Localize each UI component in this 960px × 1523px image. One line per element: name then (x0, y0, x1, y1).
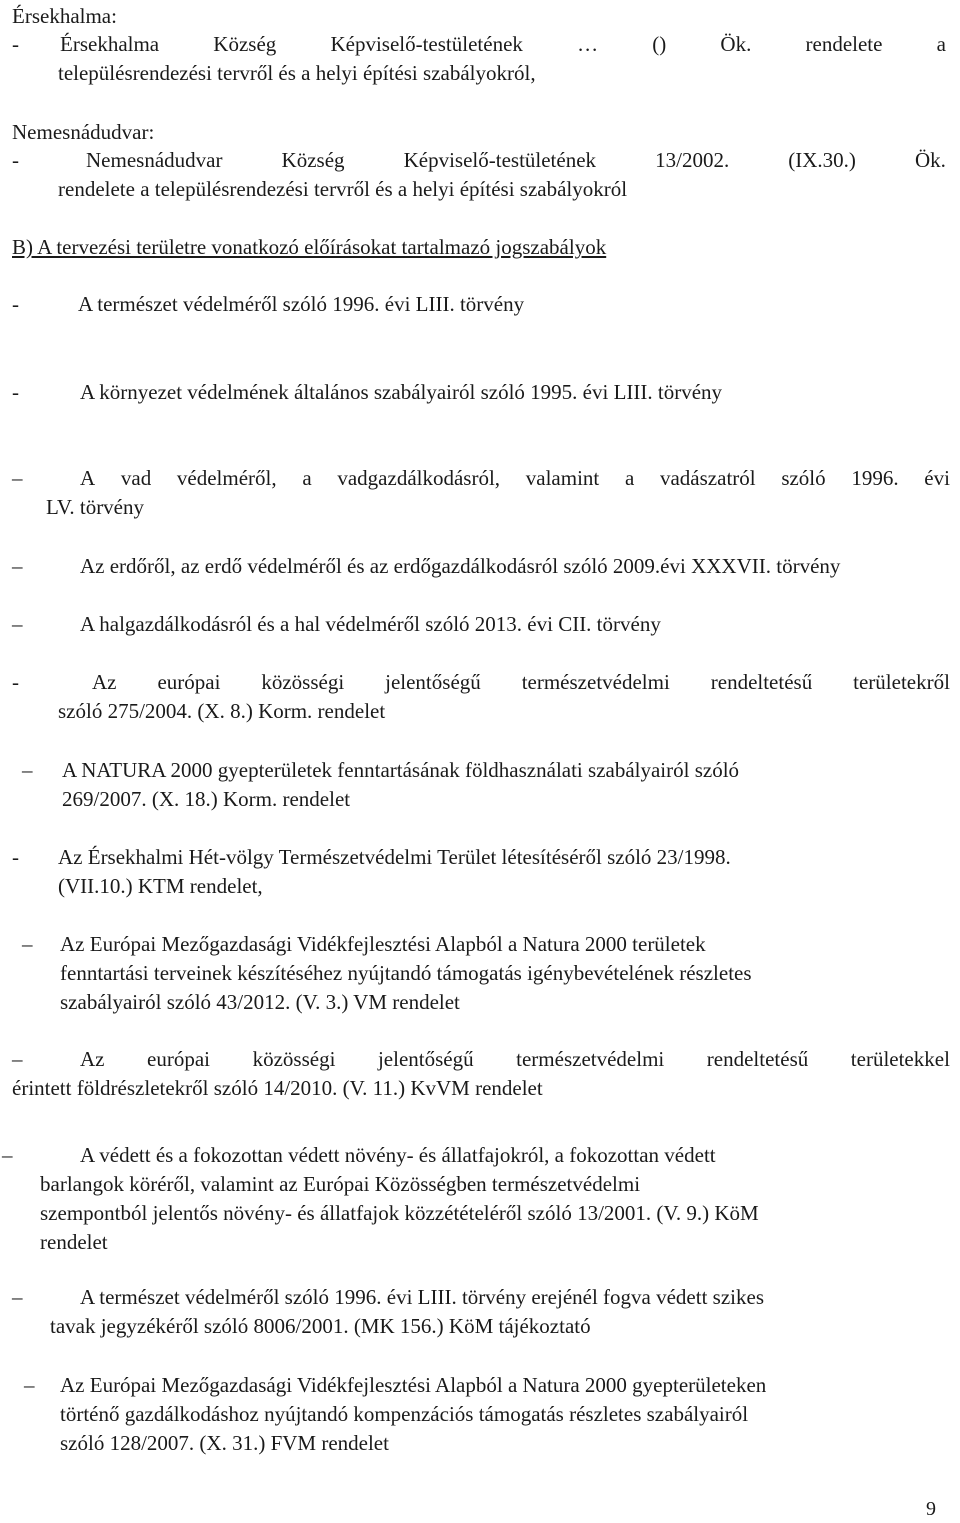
list-dash: - (12, 148, 19, 172)
word: közösségi (252, 1047, 336, 1071)
law-item-line: barlangok köréről, valamint az Európai Közösségben természetvédelmi (40, 1172, 641, 1196)
word: rendeltetésű (706, 1047, 809, 1071)
law-item-line: rendelet (40, 1230, 108, 1254)
nemesnadudvar-decree-line2: rendelete a településrendezési tervről és a helyi építési szabályokról (58, 177, 628, 201)
word: a (624, 466, 635, 490)
word: 1996. (851, 466, 899, 490)
law-item-line: 269/2007. (X. 18.) Korm. rendelet (62, 787, 351, 811)
word: (IX.30.) (788, 148, 856, 172)
law-item-line: (VII.10.) KTM rendelet, (58, 874, 263, 898)
law-item-line: Az Európai Mezőgazdasági Vidékfejlesztési Alapból a Natura 2000 gyepterületeken (60, 1373, 767, 1397)
law-item-line: szóló 128/2007. (X. 31.) FVM rendelet (60, 1431, 389, 1455)
page-number: 9 (926, 1498, 936, 1520)
word: területekkel (850, 1047, 950, 1071)
law-item-line: A környezet védelmének általános szabályairól szóló 1995. évi LIII. törvény (80, 380, 723, 404)
law-item-line: Az erdőről, az erdő védelméről és az erdőgazdálkodásról szóló 2009.évi XXXVII. törvény (80, 554, 841, 578)
word: Ök. (720, 32, 752, 56)
list-dash: - (12, 380, 19, 404)
list-dash: – (22, 932, 33, 956)
law-item-line (80, 464, 950, 493)
word: … (577, 32, 599, 56)
law-item-line: fenntartási terveinek készítéséhez nyújtandó támogatás igénybevételének részletes (60, 961, 752, 985)
section-b-title: B) A tervezési területre vonatkozó előírásokat tartalmazó jogszabályok (12, 235, 607, 259)
word: jelentőségű (377, 1047, 474, 1071)
law-item-line: A természet védelméről szóló 1996. évi LIII. törvény erejénél fogva védett szikes (80, 1285, 764, 1309)
list-dash: – (22, 758, 33, 782)
word: 13/2002. (655, 148, 730, 172)
word: valamint (525, 466, 600, 490)
list-dash: – (12, 612, 23, 636)
law-item-line: A NATURA 2000 gyepterületek fenntartásának földhasználati szabályairól szóló (62, 758, 740, 782)
word: a (936, 32, 946, 56)
word: Ök. (915, 148, 946, 172)
law-item-line: A védett és a fokozottan védett növény- és állatfajokról, a fokozottan védett (80, 1143, 716, 1167)
word: természetvédelmi (516, 1047, 665, 1071)
list-dash: – (24, 1373, 35, 1397)
word: jelentőségű (385, 670, 481, 694)
law-item-line: történő gazdálkodáshoz nyújtandó kompenzációs támogatás részletes szabályairól (60, 1402, 749, 1426)
word: közösségi (261, 670, 345, 694)
word: () (652, 32, 667, 56)
word: Az (80, 1047, 105, 1071)
ersekhalma-decree-line2: településrendezési tervről és a helyi építési szabályokról, (58, 61, 536, 85)
ersekhalma-decree-line1 (60, 30, 946, 59)
municipality-heading-nemesnadudvar: Nemesnádudvar: (12, 120, 155, 144)
law-item-line: szabályairól szóló 43/2012. (V. 3.) VM rendelet (60, 990, 460, 1014)
word: vad (120, 466, 152, 490)
word: európai (157, 670, 221, 694)
list-dash: – (12, 466, 23, 490)
law-item-line: Az Érsekhalmi Hét-völgy Természetvédelmi Terület létesítéséről szóló 23/1998. (58, 845, 731, 869)
word: területekről (853, 670, 950, 694)
word: Képviselő-testületének (330, 32, 523, 56)
law-item-line (92, 668, 950, 697)
word: a (302, 466, 312, 490)
law-item-line: szempontból jelentős növény- és állatfajok közzétételéről szóló 13/2001. (V. 9.) KöM (40, 1201, 759, 1225)
word: Község (213, 32, 277, 56)
word: szóló (781, 466, 826, 490)
word: Érsekhalma (60, 32, 160, 56)
law-item-line: A halgazdálkodásról és a hal védelméről szóló 2013. évi CII. törvény (80, 612, 661, 636)
list-dash: - (12, 845, 19, 869)
law-item-line: LV. törvény (46, 495, 145, 519)
law-item-line: A természet védelméről szóló 1996. évi LIII. törvény (78, 292, 525, 316)
list-dash: – (12, 1285, 23, 1309)
word: vadgazdálkodásról, (337, 466, 501, 490)
list-dash: – (12, 554, 23, 578)
word: rendeltetésű (710, 670, 813, 694)
law-item-line: Az Európai Mezőgazdasági Vidékfejlesztési Alapból a Natura 2000 területek (60, 932, 706, 956)
word: Az (92, 670, 117, 694)
list-dash: - (12, 670, 19, 694)
law-item-line: tavak jegyzékéről szóló 8006/2001. (MK 156.) KöM tájékoztató (50, 1314, 591, 1338)
word: európai (147, 1047, 211, 1071)
word: Képviselő-testületének (403, 148, 597, 172)
law-item-line (80, 1045, 950, 1074)
municipality-heading-ersekhalma: Érsekhalma: (12, 4, 117, 28)
list-dash: - (12, 32, 19, 56)
word: évi (924, 466, 950, 490)
word: természetvédelmi (521, 670, 670, 694)
law-item-line: szóló 275/2004. (X. 8.) Korm. rendelet (58, 699, 386, 723)
word: Nemesnádudvar (86, 148, 223, 172)
word: rendelete (805, 32, 883, 56)
list-dash: - (12, 292, 19, 316)
list-dash: – (12, 1047, 23, 1071)
word: védelméről, (176, 466, 277, 490)
word: A (80, 466, 96, 490)
list-dash: – (2, 1143, 13, 1167)
nemesnadudvar-decree-line1 (86, 146, 946, 175)
word: Község (281, 148, 345, 172)
word: vadászatról (659, 466, 756, 490)
law-item-line: érintett földrészletekről szóló 14/2010. (V. 11.) KvVM rendelet (12, 1076, 543, 1100)
